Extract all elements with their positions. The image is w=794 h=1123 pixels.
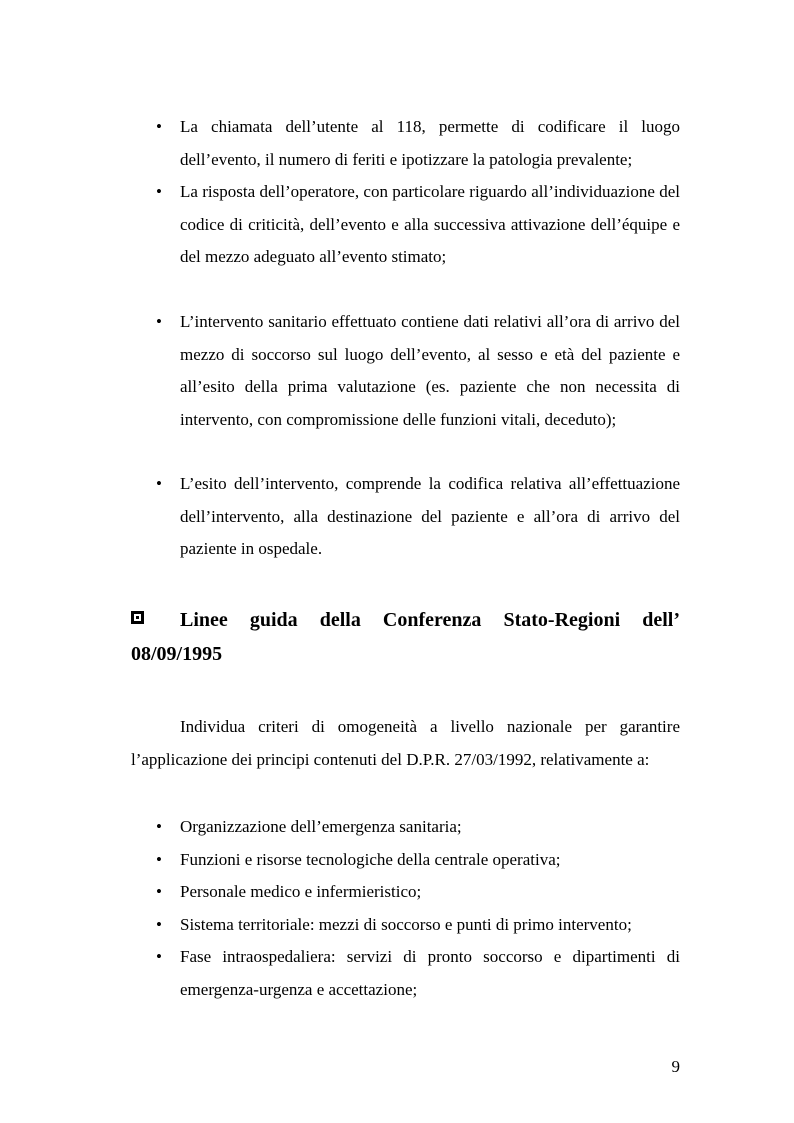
list-item bbox=[156, 844, 680, 877]
list-item bbox=[156, 876, 680, 909]
bullet-icon: • bbox=[156, 850, 162, 869]
heading-line-1: Linee guida della Conferenza Stato-Regioni dell’ bbox=[180, 609, 680, 631]
bullet-icon: • bbox=[156, 182, 162, 201]
list-item bbox=[156, 111, 680, 176]
page-number: 9 bbox=[671, 1057, 680, 1076]
list-item-text: Organizzazione dell’emergenza sanitaria; bbox=[180, 817, 462, 836]
list-item bbox=[156, 909, 680, 942]
list-item-text: Fase intraospedaliera: servizi di pronto soccorso e dipartimenti di emergenza-urgenza e accettazione; bbox=[180, 947, 680, 999]
list-item bbox=[156, 941, 680, 1006]
list-item-text: L’intervento sanitario effettuato contiene dati relativi all’ora di arrivo del mezzo di soccorso sul luogo dell’evento, al sesso e età del paziente e all’esito della prima valutazione (es. paziente che non necessita di intervento, con compromissione delle funzioni vitali, deceduto); bbox=[180, 312, 680, 429]
bullet-icon: • bbox=[156, 882, 162, 901]
list-item bbox=[156, 468, 680, 566]
bullet-icon: • bbox=[156, 947, 162, 966]
heading-line-2: 08/09/1995 bbox=[131, 643, 223, 665]
list-item-text: Sistema territoriale: mezzi di soccorso e punti di primo intervento; bbox=[180, 915, 632, 934]
bullet-icon: • bbox=[156, 474, 162, 493]
bullet-icon: • bbox=[156, 312, 162, 331]
list-item bbox=[156, 176, 680, 274]
list-item-text: La chiamata dell’utente al 118, permette di codificare il luogo dell’evento, il numero di feriti e ipotizzare la patologia prevalente; bbox=[180, 117, 680, 169]
section-heading bbox=[131, 603, 680, 671]
square-bullet-icon bbox=[131, 611, 144, 624]
list-item-text: La risposta dell’operatore, con particolare riguardo all’individuazione del codice di criticità, dell’evento e alla successiva attivazione dell’équipe e del mezzo adeguato all’evento stimato; bbox=[180, 182, 680, 266]
list-item-text: Personale medico e infermieristico; bbox=[180, 882, 422, 901]
list-item bbox=[156, 811, 680, 844]
bullet-icon: • bbox=[156, 117, 162, 136]
list-item-text: L’esito dell’intervento, comprende la codifica relativa all’effettuazione dell’intervento, alla destinazione del paziente e all’ora di arrivo del paziente in ospedale. bbox=[180, 474, 680, 558]
list-item-text: Funzioni e risorse tecnologiche della centrale operativa; bbox=[180, 850, 561, 869]
list-item bbox=[156, 306, 680, 436]
intro-paragraph: Individua criteri di omogeneità a livello nazionale per garantire l’applicazione dei principi contenuti del D.P.R. 27/03/1992, relativamente a: bbox=[131, 717, 680, 769]
bullet-icon: • bbox=[156, 915, 162, 934]
bullet-icon: • bbox=[156, 817, 162, 836]
